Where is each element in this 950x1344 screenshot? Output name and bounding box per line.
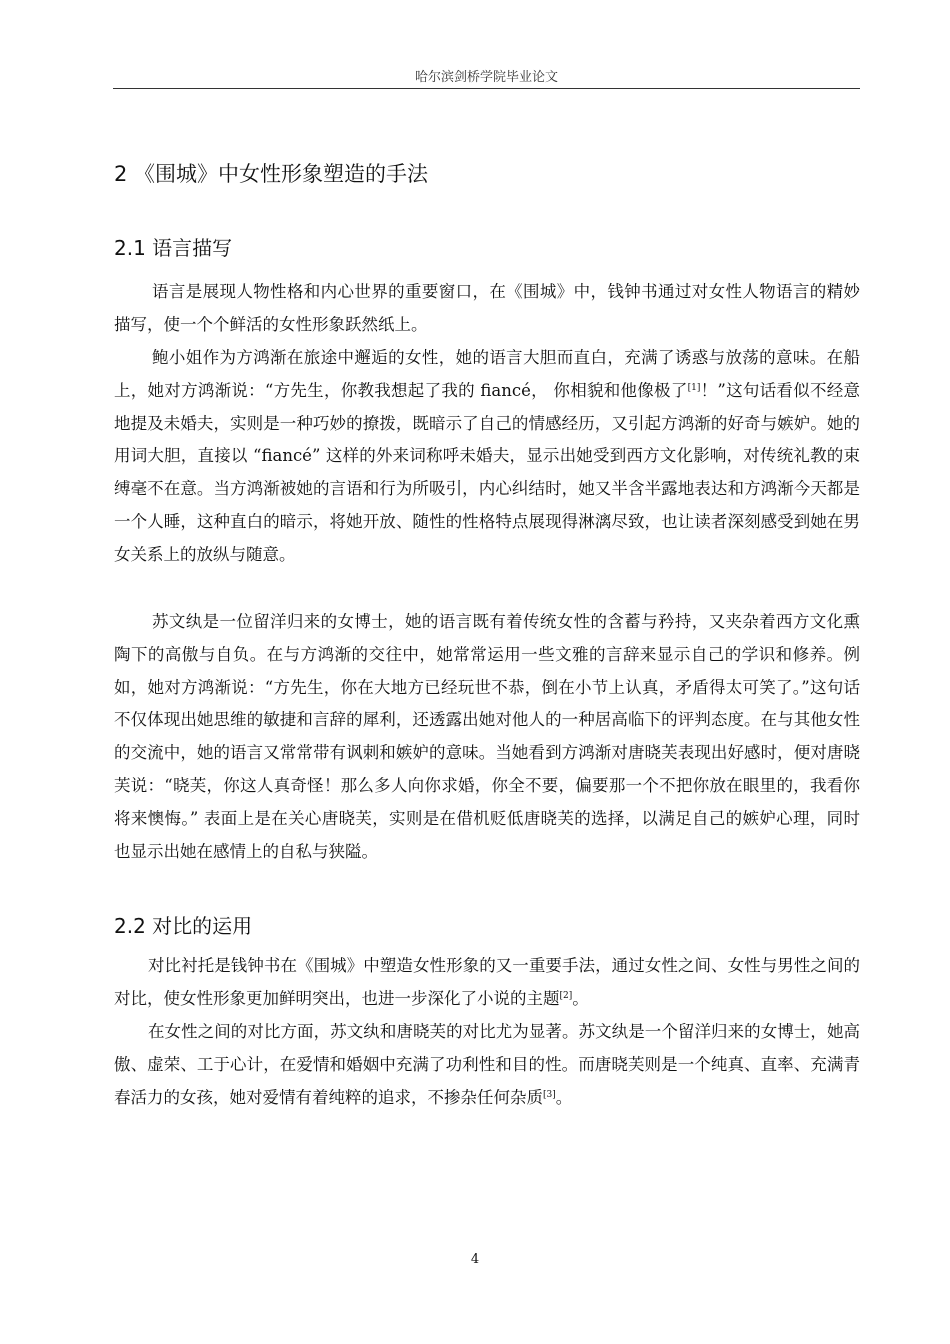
- paragraph: [114, 950, 860, 1016]
- section-title-2-2: 2.2 对比的运用: [114, 914, 253, 938]
- paragraph-text: 语言是展现人物性格和内心世界的重要窗口，在《围城》中，钱钟书通过对女性人物语言的精妙描写，使一个个鲜活的女性形象跃然纸上。: [114, 282, 860, 334]
- paragraph-text: 鲍小姐作为方鸿渐在旅途中邂逅的女性，她的语言大胆而直白，充满了诱惑与放荡的意味。在船上，她对方鸿渐说：“方先生，你教我想起了我的 fiancé， 你相貌和他像极了: [114, 348, 860, 400]
- chapter-title: 2 《围城》中女性形象塑造的手法: [114, 162, 429, 186]
- section-title-2-1: 2.1 语言描写: [114, 236, 233, 260]
- paragraph: [114, 1016, 860, 1114]
- citation-ref: [3]: [543, 1089, 556, 1100]
- citation-ref: [2]: [559, 990, 573, 1001]
- citation-ref: [1]: [687, 382, 701, 393]
- running-header: 哈尔滨剑桥学院毕业论文: [414, 70, 558, 85]
- page-number: 4: [470, 1252, 480, 1267]
- paragraph: [114, 606, 860, 868]
- paragraph-text: 对比衬托是钱钟书在《围城》中塑造女性形象的又一重要手法，通过女性之间、女性与男性之间的对比，使女性形象更加鲜明突出，也进一步深化了小说的主题: [114, 956, 860, 1008]
- paragraph-text: 在女性之间的对比方面，苏文纨和唐晓芙的对比尤为显著。苏文纨是一个留洋归来的女博士，她高傲、虚荣、工于心计，在爱情和婚姻中充满了功利性和目的性。而唐晓芙则是一个纯真、直率、充满青春活力的女孩，她对爱情有着纯粹的追求，不掺杂任何杂质: [114, 1022, 860, 1107]
- paragraph: [114, 276, 860, 342]
- paragraph-text: 。: [555, 1087, 573, 1107]
- paragraph-text: ！”这句话看似不经意地提及未婚夫，实则是一种巧妙的撩拨，既暗示了自己的情感经历，又引起方鸿渐的好奇与嫉妒。她的用词大胆，直接以 “fiancé” 这样的外来词称呼未婚夫，显示出她受到西方文化影响，对传统礼教的束缚毫不在意。当方鸿渐被她的言语和行为所吸引，内心纠结时，她又半含半露地表达和方鸿渐今天都是一个人睡，这种直白的暗示，将她开放、随性的性格特点展现得淋漓尽致，也让读者深刻感受到她在男女关系上的放纵与随意。: [114, 380, 861, 564]
- header-rule: [113, 88, 860, 89]
- paragraph-text: 苏文纨是一位留洋归来的女博士，她的语言既有着传统女性的含蓄与矜持，又夹杂着西方文化熏陶下的高傲与自负。在与方鸿渐的交往中，她常常运用一些文雅的言辞来显示自己的学识和修养。例如，她对方鸿渐说：“方先生，你在大地方已经玩世不恭，倒在小节上认真，矛盾得太可笑了。”这句话不仅体现出她思维的敏捷和言辞的犀利，还透露出她对他人的一种居高临下的评判态度。在与其他女性的交流中，她的语言又常常带有讽刺和嫉妒的意味。当她看到方鸿渐对唐晓芙表现出好感时，便对唐晓芙说：“晓芙，你这人真奇怪！那么多人向你求婚，你全不要，偏要那一个不把你放在眼里的，我看你将来懊悔。” 表面上是在关心唐晓芙，实则是在借机贬低唐晓芙的选择，以满足自己的嫉妒心理，同时也显示出她在感情上的自私与狭隘。: [114, 612, 860, 861]
- paragraph: [114, 342, 860, 572]
- paragraph-text: 。: [572, 988, 589, 1008]
